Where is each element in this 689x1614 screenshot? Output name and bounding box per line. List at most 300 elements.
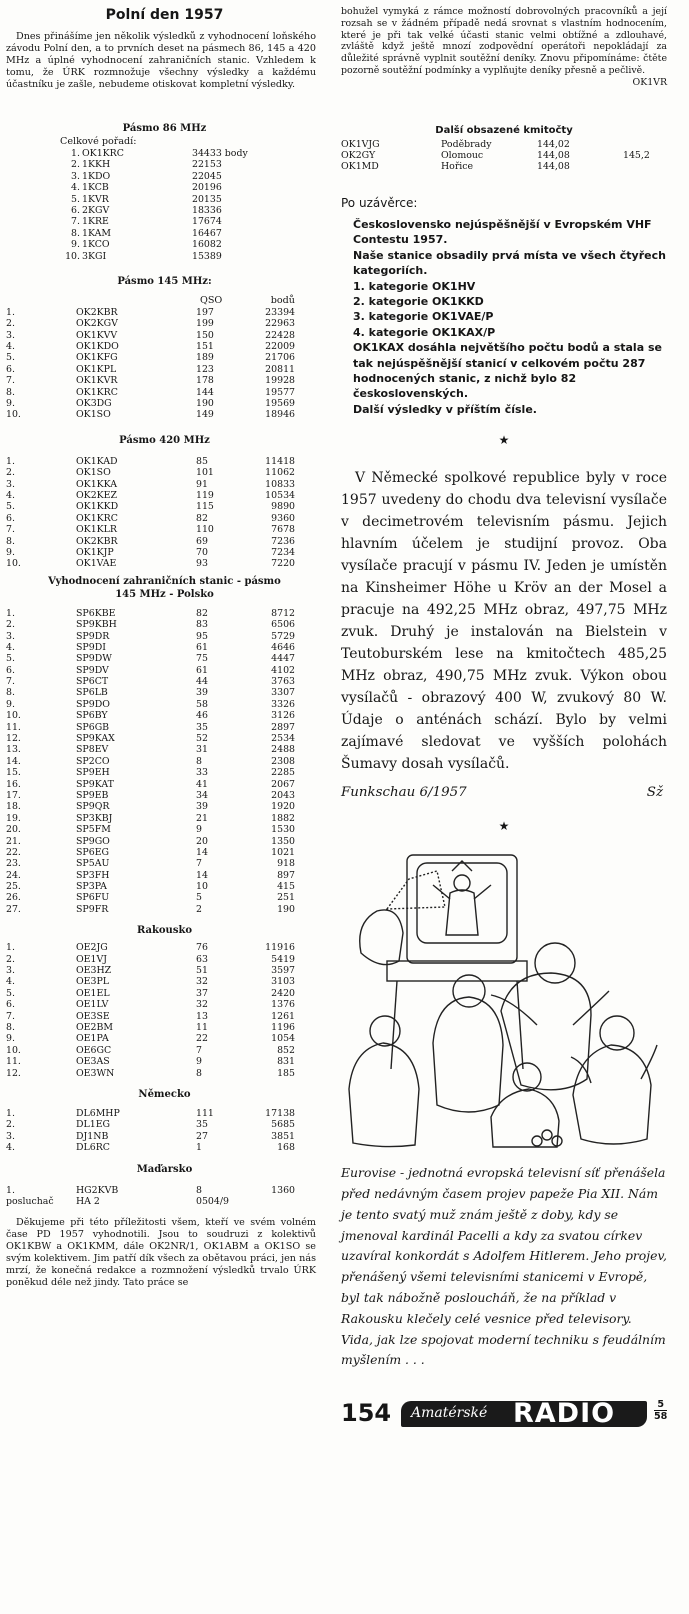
table-row — [0, 387, 329, 398]
table-row — [0, 1068, 329, 1079]
callsign: OK2KEZ — [76, 489, 118, 501]
callsign: SP9DI — [76, 641, 106, 653]
rank: 12. — [6, 1067, 21, 1079]
points: 168 — [277, 1142, 295, 1154]
points: 2420 — [271, 987, 295, 999]
rank: 4. — [71, 182, 80, 194]
table-row — [0, 942, 329, 953]
table-row — [0, 318, 329, 329]
points: 11916 — [265, 942, 295, 954]
table-row — [0, 456, 329, 467]
rank: 25. — [6, 881, 21, 893]
table-row — [0, 1142, 329, 1153]
frequencies-title: Další obsazené kmitočty — [435, 124, 573, 136]
separator-star: ★ — [498, 433, 510, 448]
rank: 9. — [6, 698, 15, 710]
po-line-8: Další výsledky v příštím čísle. — [353, 402, 537, 416]
points: 2488 — [271, 744, 295, 756]
table-row — [0, 1119, 329, 1130]
points: 3307 — [271, 687, 295, 699]
rank: 1. — [6, 306, 15, 318]
table-row — [0, 824, 329, 835]
intro-text: Dnes přinášíme jen několik výsledků z vyhodnocení loňského závodu Polní den, a to prvních deset na pásmech 86, 145 a 420 MHz a úplné vyhodnocení zahraničních stanic. Vzhledem k tomu, že ÚRK rozmnožuje všechny výsledky a každému účastníku je zašle, nebudeme otiskovat kompletní výsledky. — [6, 31, 316, 90]
qso-count: 39 — [196, 687, 208, 699]
callsign: 1KDO — [82, 170, 111, 182]
qso-count: 41 — [196, 778, 208, 790]
qso-count: 197 — [196, 306, 214, 318]
callsign: OK1SO — [76, 467, 111, 479]
rank: 8. — [6, 687, 15, 699]
rank: 7. — [6, 524, 15, 536]
qso-count: 115 — [196, 501, 214, 513]
qso-count: 9 — [196, 1056, 202, 1068]
callsign: OE1PA — [76, 1033, 109, 1045]
points: 5419 — [271, 953, 295, 965]
after-deadline-section — [341, 196, 667, 418]
callsign: SP9QR — [76, 801, 110, 813]
band420-table — [0, 456, 329, 570]
points: 1882 — [271, 812, 295, 824]
qso-count: 21 — [196, 812, 208, 824]
article-title: Polní den 1957 — [105, 7, 224, 23]
rank: 21. — [6, 835, 21, 847]
points: 4646 — [271, 641, 295, 653]
rank: 1. — [6, 1184, 15, 1196]
table-row — [0, 467, 329, 478]
callsign: SP6GB — [76, 721, 110, 733]
po-line-5: 3. kategorie OK1VAE/P — [353, 310, 494, 324]
rank: 8. — [71, 227, 80, 239]
points: 19569 — [265, 398, 295, 410]
page-footer — [341, 1399, 667, 1431]
callsign: OK2KBR — [76, 535, 118, 547]
points: 7236 — [271, 535, 295, 547]
table-row — [0, 722, 329, 733]
points: 3103 — [271, 976, 295, 988]
qso-count: 95 — [196, 630, 208, 642]
po-line-2: Naše stanice obsadily prvá místa ve všech čtyřech kategoriích. — [353, 248, 666, 278]
points: 18336 — [192, 204, 222, 216]
table-row — [0, 194, 329, 205]
points: 16082 — [192, 239, 222, 251]
rank: 4. — [6, 641, 15, 653]
callsign: 1KAM — [82, 227, 111, 239]
rank: 9. — [71, 239, 80, 251]
points: 3763 — [271, 676, 295, 688]
points: 4447 — [271, 653, 295, 665]
callsign: OE3SE — [76, 1010, 110, 1022]
qso-count: 91 — [196, 478, 208, 490]
callsign: SP5AU — [76, 858, 110, 870]
callsign: OE1LV — [76, 999, 109, 1011]
table-row — [0, 836, 329, 847]
rank: 5. — [6, 352, 15, 364]
qso-count: 14 — [196, 846, 208, 858]
po-line-1: Československo nejúspěšnější v Evropském VHF Contestu 1957. — [353, 217, 652, 247]
table-row — [0, 341, 329, 352]
callsign: OK1KKA — [76, 478, 118, 490]
qso-count: 8 — [196, 755, 202, 767]
rank: 2. — [6, 467, 15, 479]
points: 831 — [277, 1056, 295, 1068]
points: 852 — [277, 1044, 295, 1056]
tv-article-text: V Německé spolkové republice byly v roce 1957 uvedeny do chodu dva televisní vysílače v decimetrovém televisním pásmu. Jejich hlavním účelem je studijní provoz. Oba vysílače pracují v pásmu IV. Jeden je umístěn na Kinsheimer Höhe u Kröv an der Mosel a pracuje na 492,25 MHz obraz, 497,75 MHz zvuk. Druhý je instalován na Bielstein v Teutoburském lese na kmitočtech 485,25 MHz obraz, 490,75 MHz zvuk. Výkon obou vysílačů - obrazový 400 W, zvukový 80 W. Údaje o anténách schází. Bylo by velmi zajímavé sledovat ve vyšších polohách Šumavy dosah vysílačů. — [341, 470, 667, 773]
table-row — [0, 1022, 329, 1033]
frequency: 144,08 — [537, 160, 570, 172]
frequency-2: 145,2 — [623, 149, 650, 161]
points: 6506 — [271, 619, 295, 631]
hungary-table — [0, 1185, 329, 1208]
callsign: OK1KRC — [76, 386, 118, 398]
points: 3851 — [271, 1130, 295, 1142]
rank: 3. — [6, 630, 15, 642]
rank: 22. — [6, 846, 21, 858]
table-row — [0, 409, 329, 420]
points: 1054 — [271, 1033, 295, 1045]
rank: 26. — [6, 892, 21, 904]
foreign-title-line2: 145 MHz - Polsko — [115, 588, 214, 600]
qso-count: 83 — [196, 619, 208, 631]
qso-count: 61 — [196, 664, 208, 676]
qso-count: 37 — [196, 987, 208, 999]
table-row — [0, 1131, 329, 1142]
points: 1196 — [271, 1022, 295, 1033]
callsign: SP9EB — [76, 789, 109, 801]
band86-title: Pásmo 86 MHz — [122, 123, 207, 134]
rank: 2. — [71, 159, 80, 171]
qso-count: 82 — [196, 512, 208, 524]
points: 19577 — [265, 386, 295, 398]
band86-subtitle: Celkové pořadí: — [60, 136, 137, 147]
points: 5729 — [271, 630, 295, 642]
table-row — [0, 1185, 329, 1196]
points: 19928 — [265, 375, 295, 387]
table-row — [0, 653, 329, 664]
frequency: 144,02 — [537, 138, 570, 150]
points: 2308 — [271, 755, 295, 767]
callsign: 1KKH — [82, 159, 111, 171]
points: 2043 — [271, 789, 295, 801]
points: 9890 — [271, 501, 295, 513]
callsign: OE3HZ — [76, 965, 112, 977]
band145-header — [0, 295, 329, 307]
table-row — [0, 330, 329, 341]
callsign: OK1KFG — [76, 352, 118, 364]
qso-count: 189 — [196, 352, 214, 364]
rank: 1. — [6, 1107, 15, 1119]
callsign: SP6FU — [76, 892, 110, 904]
rank: 3. — [6, 1130, 15, 1142]
table-row — [0, 159, 329, 170]
rank: 1. — [6, 942, 15, 954]
callsign: OK3DG — [76, 398, 112, 410]
rank: 16. — [6, 778, 21, 790]
points: 11062 — [265, 467, 295, 479]
points: 20811 — [265, 363, 295, 375]
callsign: OK1KRC — [82, 148, 124, 159]
callsign: 2KGV — [82, 204, 110, 216]
qso-count: 13 — [196, 1010, 208, 1022]
qso-count: 61 — [196, 641, 208, 653]
points: 17138 — [265, 1107, 295, 1119]
qso-count: 44 — [196, 676, 208, 688]
points: 3597 — [271, 965, 295, 977]
rank: 7. — [6, 375, 15, 387]
callsign: 1KRE — [82, 216, 109, 228]
continuation-paragraph — [341, 6, 667, 89]
table-row — [0, 375, 329, 386]
callsign: OE3AS — [76, 1056, 110, 1068]
callsign: SP9DO — [76, 698, 110, 710]
frequencies-table — [341, 139, 667, 172]
callsign: OK1KAD — [76, 455, 118, 467]
rank: 27. — [6, 903, 21, 915]
points: 1021 — [271, 846, 295, 858]
points: 34433 body — [192, 148, 248, 159]
table-row — [0, 954, 329, 965]
callsign: OE3WN — [76, 1067, 115, 1079]
place: Poděbrady — [441, 138, 492, 150]
left-column — [0, 0, 329, 1289]
points: 23394 — [265, 306, 295, 318]
callsign: OK1KDO — [76, 341, 119, 353]
germany-table — [0, 1108, 329, 1154]
rank: 18. — [6, 801, 21, 813]
callsign: OE1EL — [76, 987, 110, 999]
table-row — [0, 251, 329, 262]
points: 1920 — [271, 801, 295, 813]
rank: 4. — [6, 341, 15, 353]
qso-count: 5 — [196, 892, 202, 904]
callsign: SP5FM — [76, 824, 111, 836]
callsign: SP9DV — [76, 664, 109, 676]
table-row — [0, 490, 329, 501]
callsign: OK1MD — [341, 160, 379, 172]
table-row — [0, 642, 329, 653]
callsign: SP3FH — [76, 869, 110, 881]
rank: 19. — [6, 812, 21, 824]
points: 190 — [277, 903, 295, 915]
callsign: SP6KBE — [76, 607, 116, 619]
points: 2067 — [271, 778, 295, 790]
rank: 7. — [6, 676, 15, 688]
qso-count: 69 — [196, 535, 208, 547]
callsign: OK1KVV — [76, 329, 118, 341]
qso-count: 119 — [196, 489, 214, 501]
source-line — [341, 785, 667, 807]
table-row — [0, 524, 329, 535]
qso-count: 32 — [196, 976, 208, 988]
callsign: OK2KGV — [76, 318, 118, 330]
table-row — [0, 756, 329, 767]
qso-count: 35 — [196, 1119, 208, 1131]
qso-count: 11 — [196, 1022, 208, 1033]
callsign: OK1VAE — [76, 558, 117, 570]
qso-count: 7 — [196, 858, 202, 870]
foreign-title-line1: Vyhodnocení zahraničních stanic - pásmo — [48, 575, 281, 587]
callsign: OK1KJP — [76, 546, 114, 558]
qso-count: 1 — [196, 1142, 202, 1154]
table-row — [0, 536, 329, 547]
points: 1261 — [271, 1010, 295, 1022]
frequency-row — [341, 139, 667, 150]
rank: 5. — [6, 653, 15, 665]
callsign: HG2KVB — [76, 1184, 119, 1196]
issue-year: 58 — [654, 1411, 668, 1423]
rank: 2. — [6, 953, 15, 965]
thanks-paragraph — [6, 1217, 316, 1289]
rank: 23. — [6, 858, 21, 870]
po-line-4: 2. kategorie OK1KKD — [353, 295, 484, 309]
points: 20196 — [192, 182, 222, 194]
callsign: SP6CT — [76, 676, 109, 688]
logo-script: Amatérské — [411, 1405, 488, 1422]
logo-word: RADIO — [513, 1398, 616, 1430]
callsign: SP3PA — [76, 881, 107, 893]
callsign: DL1EG — [76, 1119, 111, 1131]
qso-count: 151 — [196, 341, 214, 353]
table-row — [0, 171, 329, 182]
po-line-6: 4. kategorie OK1KAX/P — [353, 325, 496, 339]
table-row — [0, 619, 329, 630]
points: 17674 — [192, 216, 222, 228]
rank: 10. — [6, 409, 21, 421]
points: 1350 — [271, 835, 295, 847]
callsign: OK1KLR — [76, 524, 117, 536]
callsign: OK2KBR — [76, 306, 118, 318]
rank: 5. — [6, 987, 15, 999]
table-row — [0, 608, 329, 619]
table-row — [0, 631, 329, 642]
rank: 8. — [6, 386, 15, 398]
qso-count: 58 — [196, 698, 208, 710]
table-row — [0, 870, 329, 881]
qso-count: 93 — [196, 558, 208, 570]
band145-table — [0, 307, 329, 421]
table-row — [0, 1045, 329, 1056]
table-row — [0, 216, 329, 227]
rank: 7. — [6, 1010, 15, 1022]
points: 1530 — [271, 824, 295, 836]
germany-title: Německo — [138, 1088, 191, 1100]
callsign: OK2GY — [341, 149, 376, 161]
qso-count: 75 — [196, 653, 208, 665]
table-row — [0, 676, 329, 687]
rank: 6. — [71, 204, 80, 216]
qso-count: 149 — [196, 409, 214, 421]
po-line-7: OK1KAX dosáhla největšího počtu bodů a stala se tak nejúspěšnější stanicí v celkovém počtu 287 hodnocených stanic, z nichž bylo 82 československých. — [353, 341, 662, 401]
austria-table — [0, 942, 329, 1079]
qso-count: 51 — [196, 965, 208, 977]
callsign: DL6MHP — [76, 1107, 120, 1119]
qso-count: 70 — [196, 546, 208, 558]
callsign: SP9KAX — [76, 733, 115, 745]
table-row — [0, 1108, 329, 1119]
qso-count: 33 — [196, 767, 208, 779]
rank: 7. — [71, 216, 80, 228]
rank: 2. — [6, 318, 15, 330]
qso-header: QSO — [200, 294, 223, 306]
callsign: OK1KKD — [76, 501, 119, 513]
rank: 10. — [6, 558, 21, 570]
rank: 4. — [6, 976, 15, 988]
points: 22009 — [265, 341, 295, 353]
table-row — [0, 352, 329, 363]
qso-count: 190 — [196, 398, 214, 410]
issue-number — [654, 1399, 667, 1422]
rank: 4. — [6, 489, 15, 501]
callsign: SP9GO — [76, 835, 110, 847]
rank: 3. — [6, 478, 15, 490]
points: 7678 — [271, 524, 295, 536]
points: 15389 — [192, 250, 222, 262]
table-row — [0, 364, 329, 375]
qso-count: 110 — [196, 524, 214, 536]
rank: 8. — [6, 535, 15, 547]
points: 185 — [277, 1067, 295, 1079]
rank: 11. — [6, 1056, 21, 1068]
qso-count: 46 — [196, 710, 208, 722]
callsign: SP6EG — [76, 846, 110, 858]
points: 4102 — [271, 664, 295, 676]
table-row — [0, 1011, 329, 1022]
table-row — [0, 239, 329, 250]
rank: 6. — [6, 999, 15, 1011]
table-row — [0, 733, 329, 744]
qso-count: 10 — [196, 881, 208, 893]
table-row — [0, 558, 329, 569]
qso-count: 63 — [196, 953, 208, 965]
table-row — [0, 182, 329, 193]
qso-count: 76 — [196, 942, 208, 954]
points: 11418 — [265, 455, 295, 467]
callsign: SP9KBH — [76, 619, 117, 631]
qso-count: 32 — [196, 999, 208, 1011]
callsign: SP6BY — [76, 710, 108, 722]
band86-table — [0, 148, 329, 262]
points: 1376 — [271, 999, 295, 1011]
source: Funkschau 6/1957 — [341, 785, 467, 801]
qso-count: 0504/9 — [196, 1195, 229, 1207]
poland-table — [0, 608, 329, 916]
rank: 1. — [71, 148, 80, 159]
qso-count: 39 — [196, 801, 208, 813]
callsign: SP9DR — [76, 630, 110, 642]
continuation-text: bohužel vymyká z rámce možností dobrovolných pracovníků a její rozsah se v žádném případě nedá srovnat s vlastním hodnocením, které je při tak velké účasti stanic velmi obtížné a zdlouhavé, zvláště když ještě mnozí zodpovědní operátoři nepokládají za důležité správně vyplnit soutěžní deníky. Znovu připomínáme: čtěte pozorně soutěžní podmínky a vyplňujte deníky přesně a pečlivě. — [341, 6, 667, 76]
points: 21706 — [265, 352, 295, 364]
qso-count: 82 — [196, 607, 208, 619]
points: 415 — [277, 881, 295, 893]
qso-count: 199 — [196, 318, 214, 330]
table-row — [0, 976, 329, 987]
table-row — [0, 892, 329, 903]
qso-count: 20 — [196, 835, 208, 847]
table-row — [0, 501, 329, 512]
callsign: SP9EH — [76, 767, 110, 779]
place: Hořice — [441, 160, 474, 172]
place: Olomouc — [441, 149, 484, 161]
rank: 10. — [6, 1044, 21, 1056]
points: 18946 — [265, 409, 295, 421]
qso-count: 144 — [196, 386, 214, 398]
points: 22045 — [192, 170, 222, 182]
rank: posluchač — [6, 1195, 54, 1207]
rank: 10. — [6, 710, 21, 722]
callsign: OK1VJG — [341, 138, 380, 150]
qso-count: 85 — [196, 455, 208, 467]
callsign: 1KVR — [82, 193, 109, 205]
rank: 1. — [6, 607, 15, 619]
